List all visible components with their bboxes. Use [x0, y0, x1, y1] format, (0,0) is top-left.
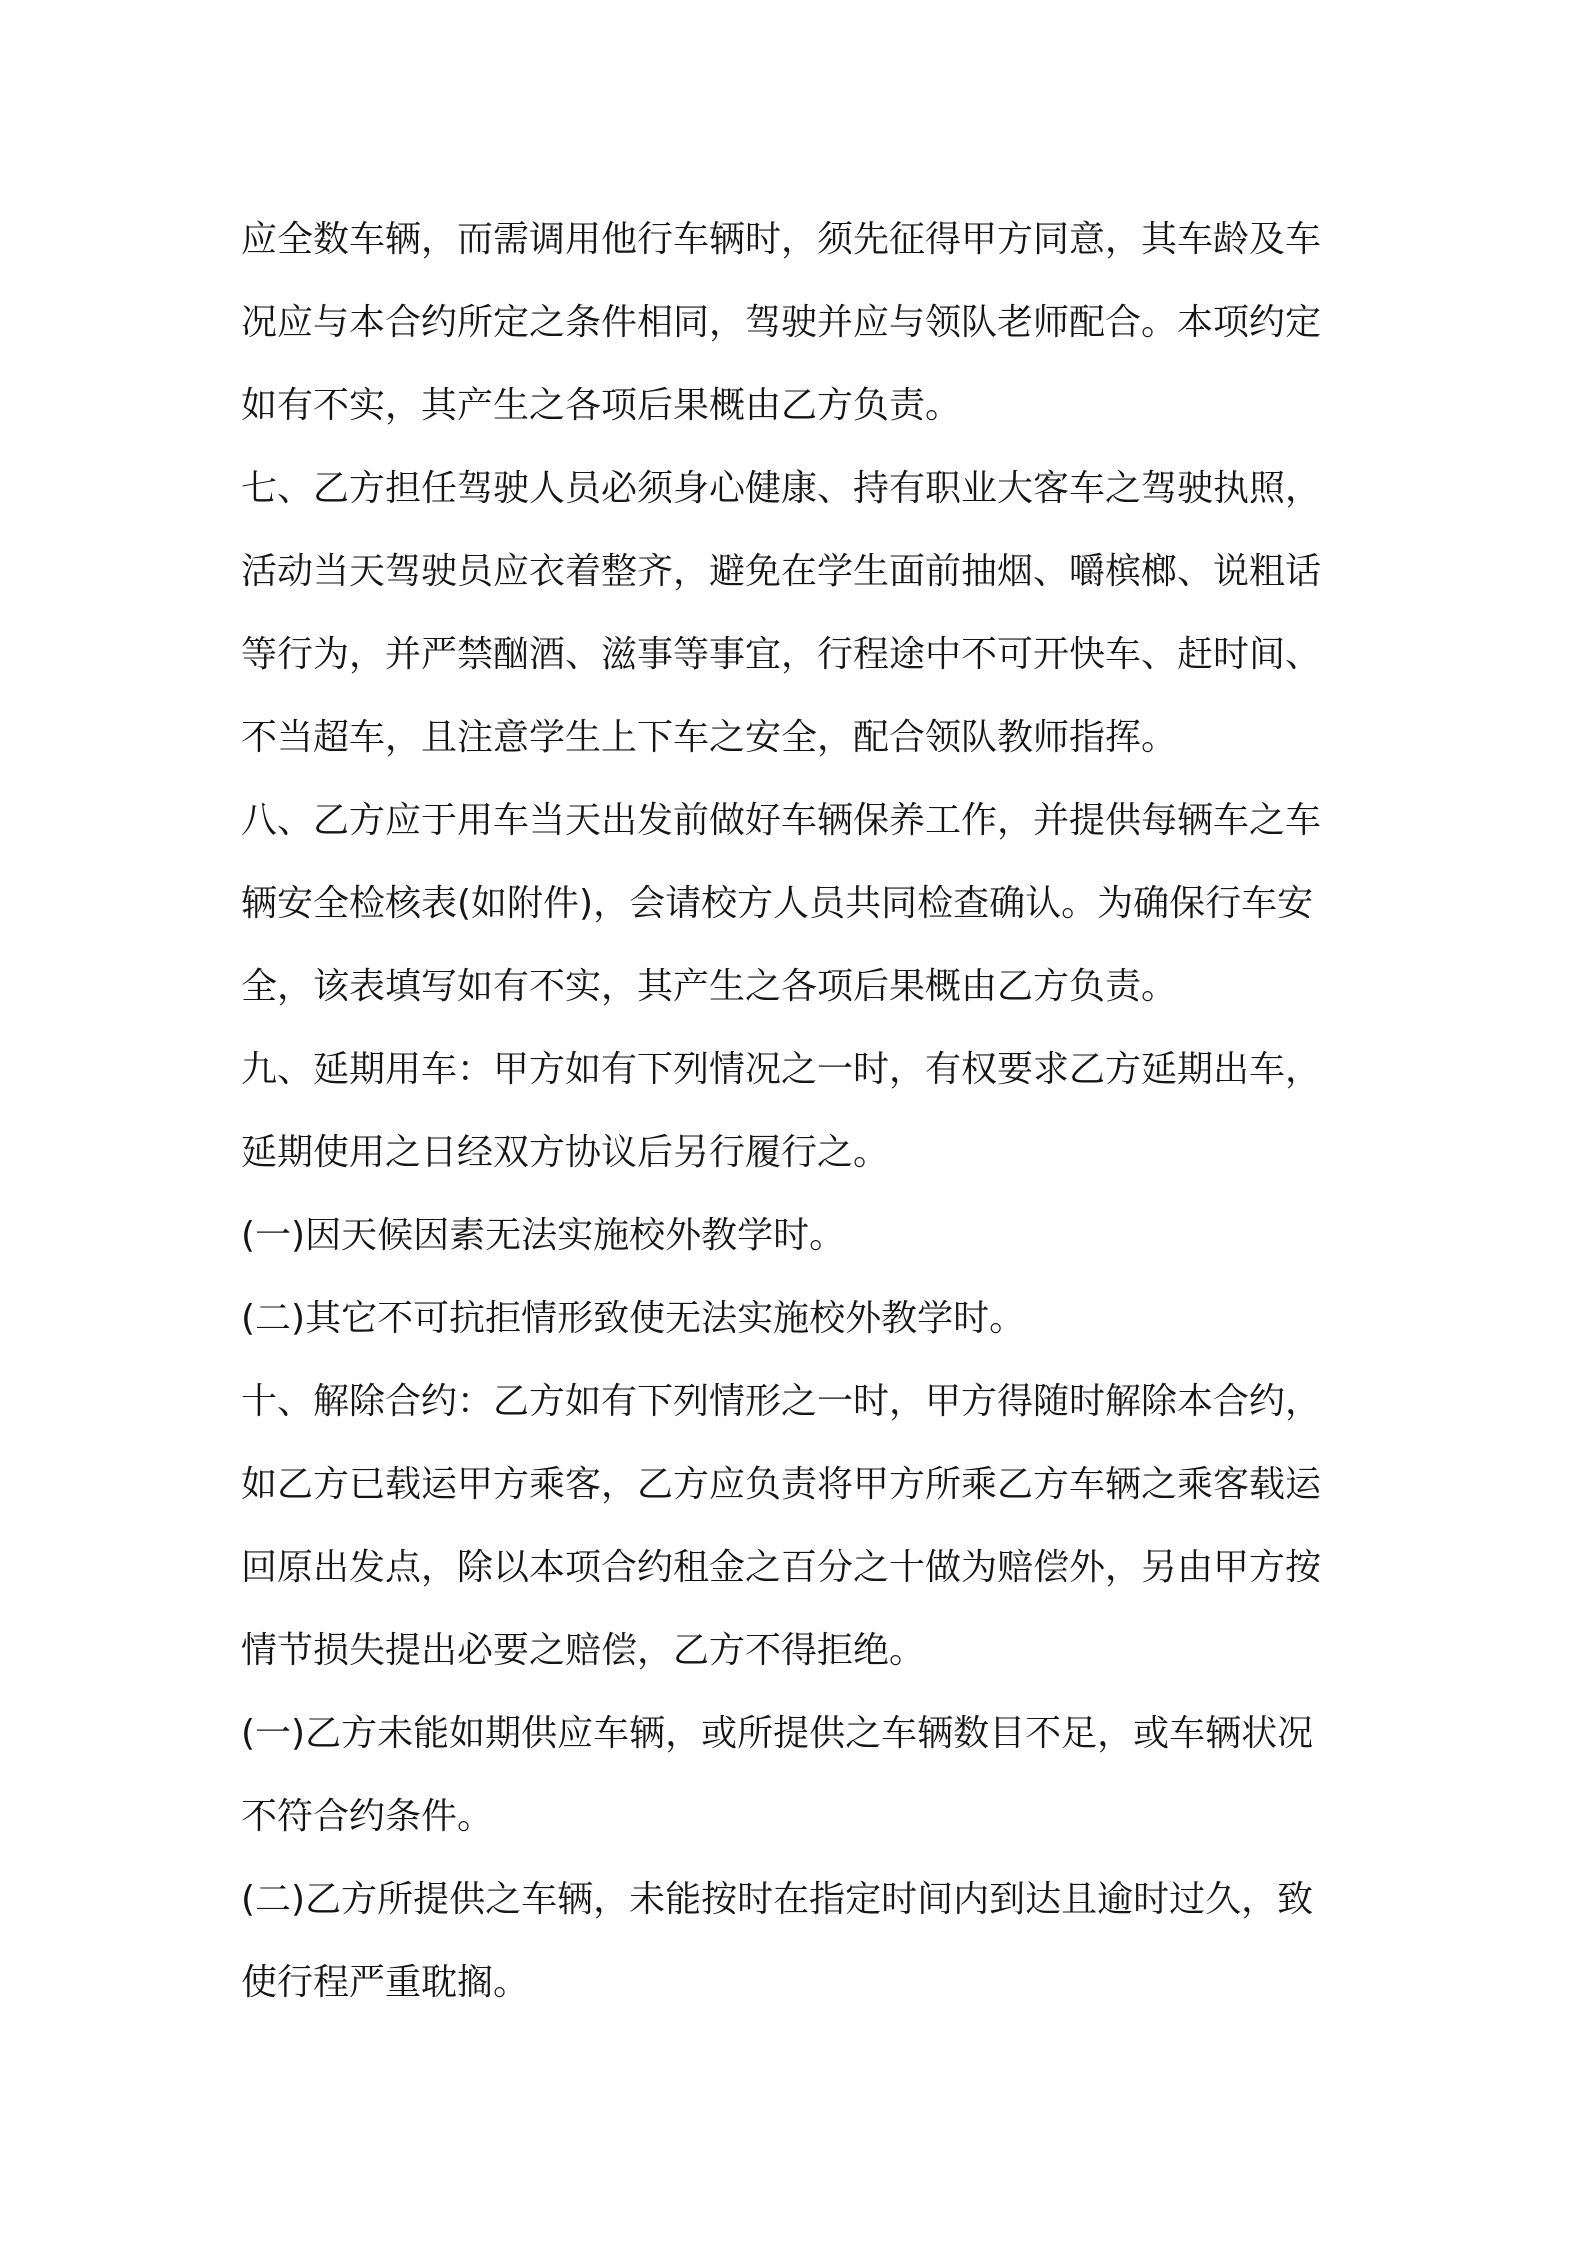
text-line: (一)因天候因素无法实施校外教学时。 — [241, 1215, 846, 1256]
text-line: 不当超车，且注意学生上下车之安全，配合领队教师指挥。 — [241, 717, 1178, 758]
text-line: 七、乙方担任驾驶人员必须身心健康、持有职业大客车之驾驶执照， — [241, 468, 1322, 509]
text-line: 等行为，并严禁酗酒、滋事等事宜，行程途中不可开快车、赶时间、 — [241, 634, 1322, 675]
text-line: 况应与本合约所定之条件相同，驾驶并应与领队老师配合。本项约定 — [241, 302, 1322, 343]
text-line: (一)乙方未能如期供应车辆，或所提供之车辆数目不足，或车辆状况 — [241, 1713, 1314, 1754]
document-body — [241, 198, 1351, 2024]
text-line: 如乙方已载运甲方乘客，乙方应负责将甲方所乘乙方车辆之乘客载运 — [241, 1464, 1322, 1505]
text-line: 情节损失提出必要之赔偿，乙方不得拒绝。 — [241, 1630, 926, 1671]
text-line: 应全数车辆，而需调用他行车辆时，须先征得甲方同意，其车龄及车 — [241, 219, 1322, 260]
text-line: 辆安全检核表(如附件)，会请校方人员共同检查确认。为确保行车安 — [241, 883, 1314, 924]
text-line: 全，该表填写如有不实，其产生之各项后果概由乙方负责。 — [241, 966, 1178, 1007]
text-line: 活动当天驾驶员应衣着整齐，避免在学生面前抽烟、嚼槟榔、说粗话 — [241, 551, 1322, 592]
text-line: 使行程严重耽搁。 — [241, 1962, 530, 2003]
text-line: 如有不实，其产生之各项后果概由乙方负责。 — [241, 385, 962, 426]
text-line: 延期使用之日经双方协议后另行履行之。 — [241, 1132, 890, 1173]
text-line: 不符合约条件。 — [241, 1796, 494, 1837]
text-line: (二)乙方所提供之车辆，未能按时在指定时间内到达且逾时过久，致 — [241, 1879, 1314, 1920]
text-line: 回原出发点，除以本项合约租金之百分之十做为赔偿外，另由甲方按 — [241, 1547, 1322, 1588]
text-line: 八、乙方应于用车当天出发前做好车辆保养工作，并提供每辆车之车 — [241, 800, 1322, 841]
text-line: (二)其它不可抗拒情形致使无法实施校外教学时。 — [241, 1298, 1026, 1339]
text-line: 十、解除合约：乙方如有下列情形之一时，甲方得随时解除本合约， — [241, 1381, 1322, 1422]
text-line: 九、延期用车：甲方如有下列情况之一时，有权要求乙方延期出车， — [241, 1049, 1322, 1090]
